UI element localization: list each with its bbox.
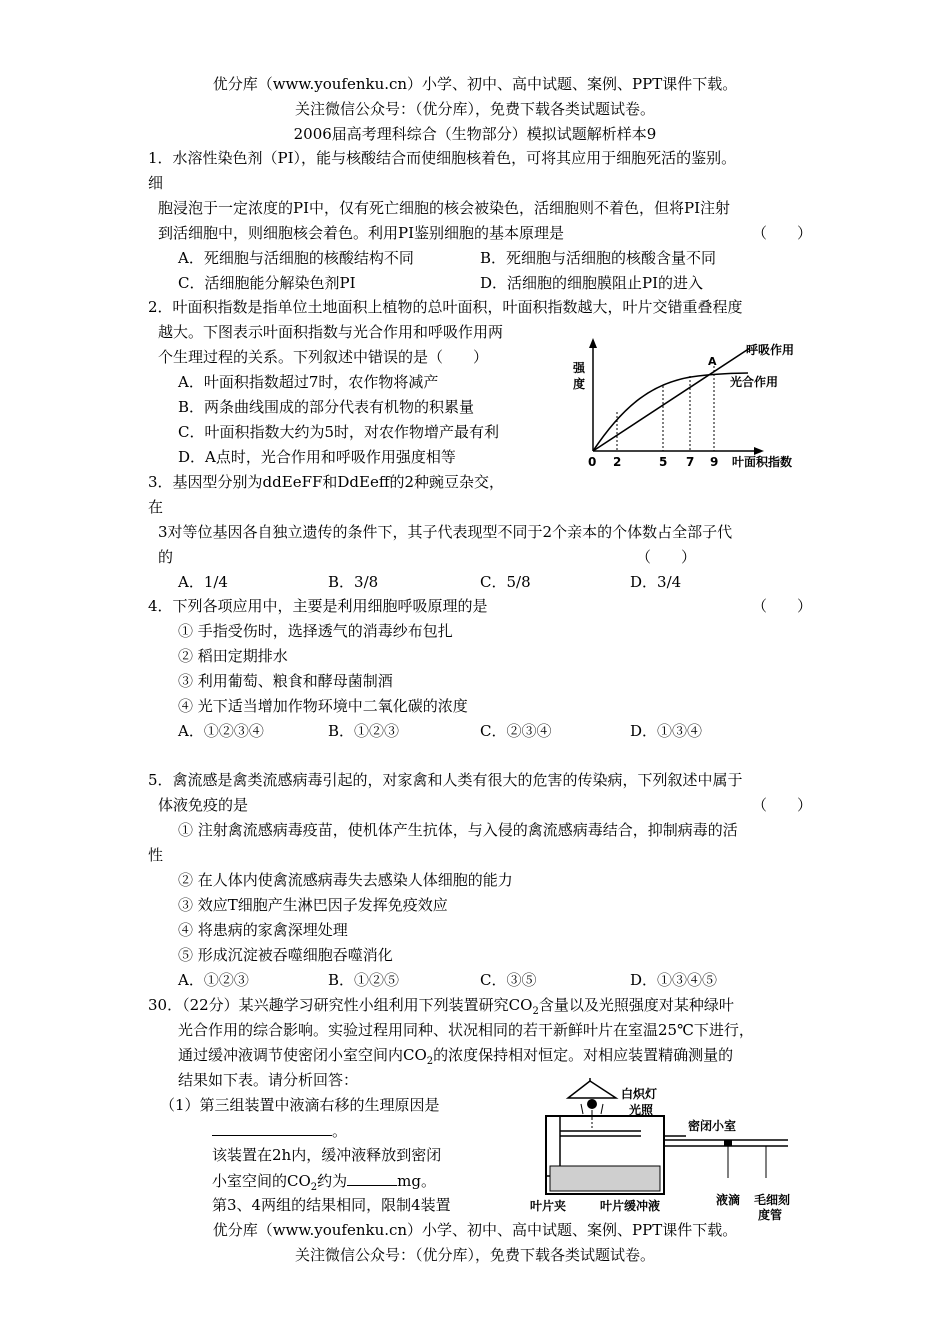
leaf-area-index-graph: [568, 336, 818, 474]
q2-option-b: B．两条曲线围成的部分代表有机物的积累量: [178, 398, 475, 416]
graph-ylabel-1: 强: [573, 361, 586, 375]
photosynthesis-curve: [593, 373, 748, 451]
q1-option-d: D．活细胞的细胞膜阻止PI的进入: [480, 274, 704, 292]
document-title: 2006届高考理科综合（生物部分）模拟试题解析样本9: [293, 125, 657, 143]
q1-option-c: C．活细胞能分解染色剂PI: [178, 274, 356, 292]
graph-legend-photosynthesis: 光合作用: [730, 375, 779, 389]
q2-option-c: C．叶面积指数大约为5时，对农作物增产最有利: [178, 423, 500, 441]
q5-option-d: D．①③④⑤: [630, 971, 718, 989]
q30-stem-line-3: 通过缓冲液调节使密闭小室空间内$CO_2$的浓度保持相对恒定。对相应装置精确测量的: [178, 1046, 734, 1067]
respiration-line: [593, 348, 750, 451]
graph-tick: 5: [659, 455, 668, 469]
graph-tick: 2: [613, 455, 622, 469]
q2-option-a: A．叶面积指数超过7时，农作物将减产: [178, 373, 439, 391]
q5-item-3: ③ 效应T细胞产生淋巴因子发挥免疫效应: [178, 896, 448, 914]
q3-stem-line-1: 3．基因型分别为ddEeFF和DdEeff的2种豌豆杂交，: [148, 473, 505, 491]
answer-blank[interactable]: [212, 1120, 332, 1136]
buffer-solution: [550, 1166, 660, 1191]
q2-stem-line-3: 个生理过程的关系。下列叙述中错误的是（ ）: [158, 348, 489, 366]
q4-option-c: C．②③④: [480, 722, 552, 740]
q1-stem-line-2: 胞浸泡于一定浓度的PI中，仅有死亡细胞的核会被染色，活细胞则不着色，但将PI注射: [158, 199, 731, 217]
graph-origin: 0: [588, 455, 597, 469]
light-label: 光照: [629, 1103, 654, 1117]
q4-option-d: D．①③④: [630, 722, 703, 740]
q4-item-3: ③ 利用葡萄、粮食和酵母菌制酒: [178, 672, 393, 690]
q1-option-b: B．死细胞与活细胞的核酸含量不同: [480, 249, 717, 267]
lamp-shade-icon: [568, 1081, 616, 1098]
q5-option-c: C．③⑤: [480, 971, 537, 989]
q1-answer-paren: （ ）: [752, 224, 813, 242]
q1-stem-line-3: 到活细胞中，则细胞核会着色。利用PI鉴别细胞的基本原理是: [158, 224, 565, 242]
q3-stem-wrap: 在: [148, 498, 164, 516]
graph-legend-respiration: 呼吸作用: [746, 343, 795, 357]
q5-item-5: ⑤ 形成沉淀被吞噬细胞吞噬消化: [178, 946, 393, 964]
q30-stem-line-2: 光合作用的综合影响。实验过程用同种、状况相同的若干新鲜叶片在室温25℃下进行，: [178, 1021, 754, 1039]
q5-option-b: B．①②⑤: [328, 971, 400, 989]
q30-stem-line-1: 30．（22分）某兴趣学习研究性小组利用下列装置研究$CO_2$含量以及光照强度对某种绿叶: [148, 996, 734, 1017]
q3-option-a: A．1/4: [178, 573, 228, 591]
footer-line-2: 关注微信公众号：（优分库），免费下载各类试题试卷。: [294, 1246, 655, 1264]
graph-tick: 7: [686, 455, 695, 469]
graph-xlabel: 叶面积指数: [732, 455, 793, 469]
q5-item-1-wrap: 性: [148, 846, 164, 864]
graph-tick: 9: [710, 455, 719, 469]
q3-stem-wrap-2: 的: [158, 548, 174, 566]
tube-label-1: 毛细刻: [754, 1193, 791, 1207]
tube-label-2: 度管: [758, 1208, 783, 1222]
q4-item-1: ① 手指受伤时，选择透气的消毒纱布包扎: [178, 622, 453, 640]
q3-answer-paren: （ ）: [636, 548, 697, 566]
header-line-2: 关注微信公众号：（优分库），免费下载各类试题试卷。: [294, 100, 655, 118]
q4-stem: 4．下列各项应用中，主要是利用细胞呼吸原理的是: [148, 597, 488, 615]
q5-item-4: ④ 将患病的家禽深埋处理: [178, 921, 348, 939]
q30-subquestion-1: （1）第三组装置中液滴右移的生理原因是: [160, 1096, 440, 1114]
q2-option-d: D．A点时，光合作用和呼吸作用强度相等: [178, 448, 456, 466]
q4-option-b: B．①②③: [328, 722, 400, 740]
graph-ylabel-2: 度: [573, 377, 586, 391]
footer-line-1: 优分库（www.youfenku.cn）小学、初中、高中试题、案例、PPT课件下载。: [212, 1221, 738, 1239]
leaf-buffer-label: 叶片缓冲液: [600, 1199, 661, 1213]
q5-option-a: A．①②③: [178, 971, 249, 989]
x-axis-arrow-icon: [754, 447, 764, 455]
q30-subquestion-3: 小室空间的$CO_2$约为 mg。: [212, 1172, 436, 1193]
lamp-label: 白炽灯: [621, 1087, 658, 1101]
q30-subquestion-4: 第3、4两组的结果相同，限制4装置: [212, 1196, 451, 1214]
q1-option-a: A．死细胞与活细胞的核酸结构不同: [178, 249, 414, 267]
q5-answer-paren: （ ）: [752, 796, 813, 814]
q4-answer-paren: （ ）: [752, 597, 813, 615]
q3-option-c: C．5/8: [480, 573, 531, 591]
q5-stem-line-1: 5．禽流感是禽类流感病毒引起的，对家禽和人类有很大的危害的传染病，下列叙述中属于: [148, 771, 743, 789]
q4-option-a: A．①②③④: [178, 722, 264, 740]
q30-answer-line-1: 。: [212, 1120, 347, 1141]
q5-stem-line-2: 体液免疫的是: [158, 796, 249, 814]
q3-option-b: B．3/8: [328, 573, 379, 591]
q3-stem-line-2: 3对等位基因各自独立遗传的条件下，其子代表现型不同于2个亲本的个体数占全部子代: [158, 523, 733, 541]
y-axis-arrow-icon: [589, 338, 597, 348]
bulb-icon: [587, 1099, 597, 1109]
header-line-1: 优分库（www.youfenku.cn）小学、初中、高中试题、案例、PPT课件下载。: [212, 75, 738, 93]
q5-item-2: ② 在人体内使禽流感病毒失去感染人体细胞的能力: [178, 871, 513, 889]
q1-stem-line-1: 1．水溶性染色剂（PI），能与核酸结合而使细胞核着色，可将其应用于细胞死活的鉴别。: [148, 149, 737, 167]
answer-blank[interactable]: [347, 1170, 397, 1186]
drop-label: 液滴: [716, 1193, 741, 1207]
q30-stem-line-4: 结果如下表。请分析回答：: [178, 1071, 359, 1089]
clip-label: 叶片夹: [530, 1199, 567, 1213]
q5-item-1: ① 注射禽流感病毒疫苗，使机体产生抗体，与入侵的禽流感病毒结合，抑制病毒的活: [178, 821, 738, 839]
q4-item-2: ② 稻田定期排水: [178, 647, 288, 665]
liquid-drop: [724, 1140, 732, 1146]
q3-option-d: D．3/4: [630, 573, 682, 591]
experiment-apparatus-diagram: [526, 1076, 800, 1226]
q1-stem-wrap: 细: [148, 174, 164, 192]
q4-item-4: ④ 光下适当增加作物环境中二氧化碳的浓度: [178, 697, 468, 715]
q2-stem-line-2: 越大。下图表示叶面积指数与光合作用和呼吸作用两: [158, 323, 504, 341]
graph-point-a: A: [708, 355, 717, 368]
q30-subquestion-2: 该装置在2h内，缓冲液释放到密闭: [212, 1146, 442, 1164]
q2-stem-line-1: 2．叶面积指数是指单位土地面积上植物的总叶面积，叶面积指数越大，叶片交错重叠程度: [148, 298, 743, 316]
chamber-label: 密闭小室: [688, 1119, 737, 1133]
